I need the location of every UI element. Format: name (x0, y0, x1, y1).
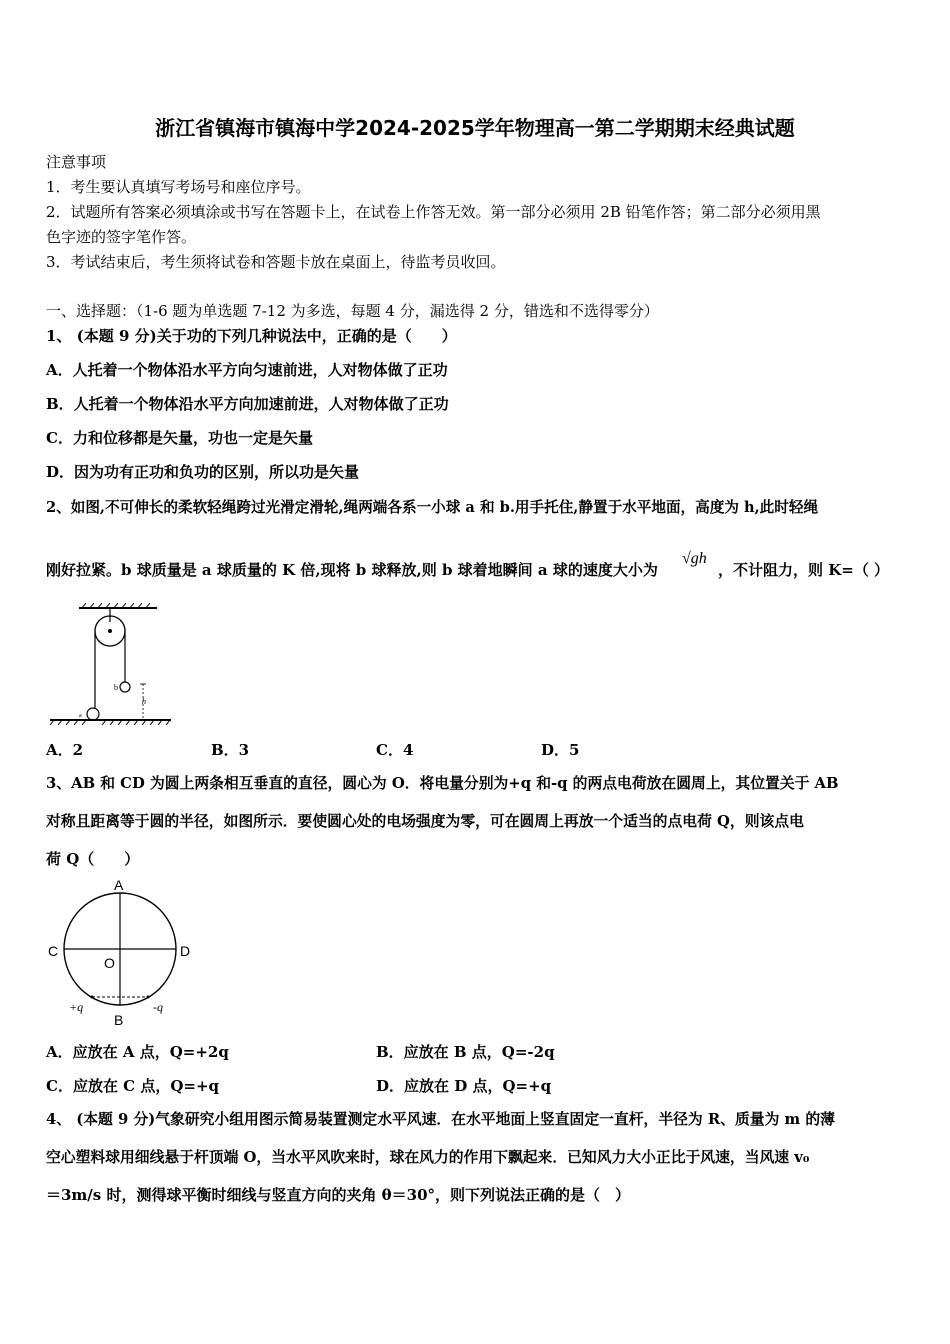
label-h: h (142, 697, 146, 706)
label-minus-q: -q (153, 1000, 163, 1014)
label-plus-q: +q (69, 1000, 84, 1014)
label-A: A (114, 877, 124, 893)
q2-option-c: C．4 (376, 741, 414, 759)
label-B: B (114, 1012, 124, 1028)
q1-option-c: C．力和位移都是矢量，功也一定是矢量 (46, 429, 313, 447)
ball-a (87, 708, 99, 720)
pulley-figure (46, 600, 186, 725)
notice-item: 1．考生要认真填写考场号和座位序号。 (46, 178, 311, 196)
q2-stem-line2: 刚好拉紧。b 球质量是 a 球质量的 K 倍,现将 b 球释放,则 b 球着地瞬间 a 球的速度大小为 (46, 561, 658, 579)
q2-stem-line1: 2、如图,不可伸长的柔软轻绳跨过光滑定滑轮,绳两端各系一小球 a 和 b.用手托住,静置于水平地面，高度为 h,此时轻绳 (46, 499, 819, 516)
notice-item: 2．试题所有答案必须填涂或书写在答题卡上，在试卷上作答无效。第一部分必须用 2B 铅笔作答；第二部分必须用黑 (46, 203, 821, 221)
label-D: D (180, 943, 191, 959)
notice-heading: 注意事项 (46, 153, 107, 171)
page-title: 浙江省镇海市镇海中学2024-2025学年物理高一第二学期期末经典试题 (155, 116, 795, 140)
section-heading: 一、选择题：（1-6 题为单选题 7-12 为多选，每题 4 分，漏选得 2 分，错选和不选得零分） (46, 302, 659, 320)
q3-stem-line2: 对称且距离等于圆的半径，如图所示．要使圆心处的电场强度为零，可在圆周上再放一个适当的点电荷 Q，则该点电 (46, 813, 804, 830)
q2-option-a: A．2 (46, 741, 84, 759)
q3-option-c: C．应放在 C 点，Q=+q (46, 1077, 220, 1095)
q4-stem-line3: ＝3m/s 时，测得球平衡时细线与竖直方向的夹角 θ＝30°，则下列说法正确的是（ ） (46, 1186, 631, 1204)
q2-stem-line2-end: ，不计阻力，则 K=（ ） (718, 561, 890, 579)
q2-option-b: B．3 (211, 741, 250, 759)
sqrt-gh-formula: √gh (682, 550, 707, 567)
q3-option-a: A．应放在 A 点，Q=+2q (46, 1043, 229, 1061)
notice-item: 色字迹的签字笔作答。 (46, 228, 197, 246)
q3-stem-line3: 荷 Q（ ） (46, 850, 140, 868)
q3-stem-line1: 3、AB 和 CD 为圆上两条相互垂直的直径，圆心为 O．将电量分别为+q 和-q 的两点电荷放在圆周上，其位置关于 AB (46, 775, 839, 792)
notice-item: 3．考试结束后，考生须将试卷和答题卡放在桌面上，待监考员收回。 (46, 253, 506, 271)
q1-option-d: D．因为功有正功和负功的区别，所以功是矢量 (46, 463, 360, 481)
q1-option-b: B．人托着一个物体沿水平方向加速前进，人对物体做了正功 (46, 395, 449, 413)
label-a: a (79, 713, 82, 719)
label-O: O (104, 955, 115, 971)
q1-option-a: A．人托着一个物体沿水平方向匀速前进，人对物体做了正功 (46, 361, 448, 379)
ball-b (120, 682, 130, 692)
label-b: b (114, 683, 118, 692)
q4-stem-line2: 空心塑料球用细线悬于杆顶端 O，当水平风吹来时，球在风力的作用下飘起来．已知风力大小正比于风速，当风速 v₀ (46, 1149, 810, 1166)
q2-option-d: D．5 (541, 741, 580, 759)
q4-stem-line1: 4、 (本题 9 分)气象研究小组用图示简易装置测定水平风速．在水平地面上竖直固定一直杆，半径为 R、质量为 m 的薄 (46, 1111, 835, 1128)
label-C: C (48, 943, 59, 959)
q1-stem: 1、 (本题 9 分)关于功的下列几种说法中，正确的是（ ） (46, 327, 457, 345)
q3-option-d: D．应放在 D 点，Q=+q (376, 1077, 552, 1095)
q3-option-b: B．应放在 B 点，Q=-2q (376, 1043, 555, 1061)
circle-charge-figure (44, 876, 204, 1031)
